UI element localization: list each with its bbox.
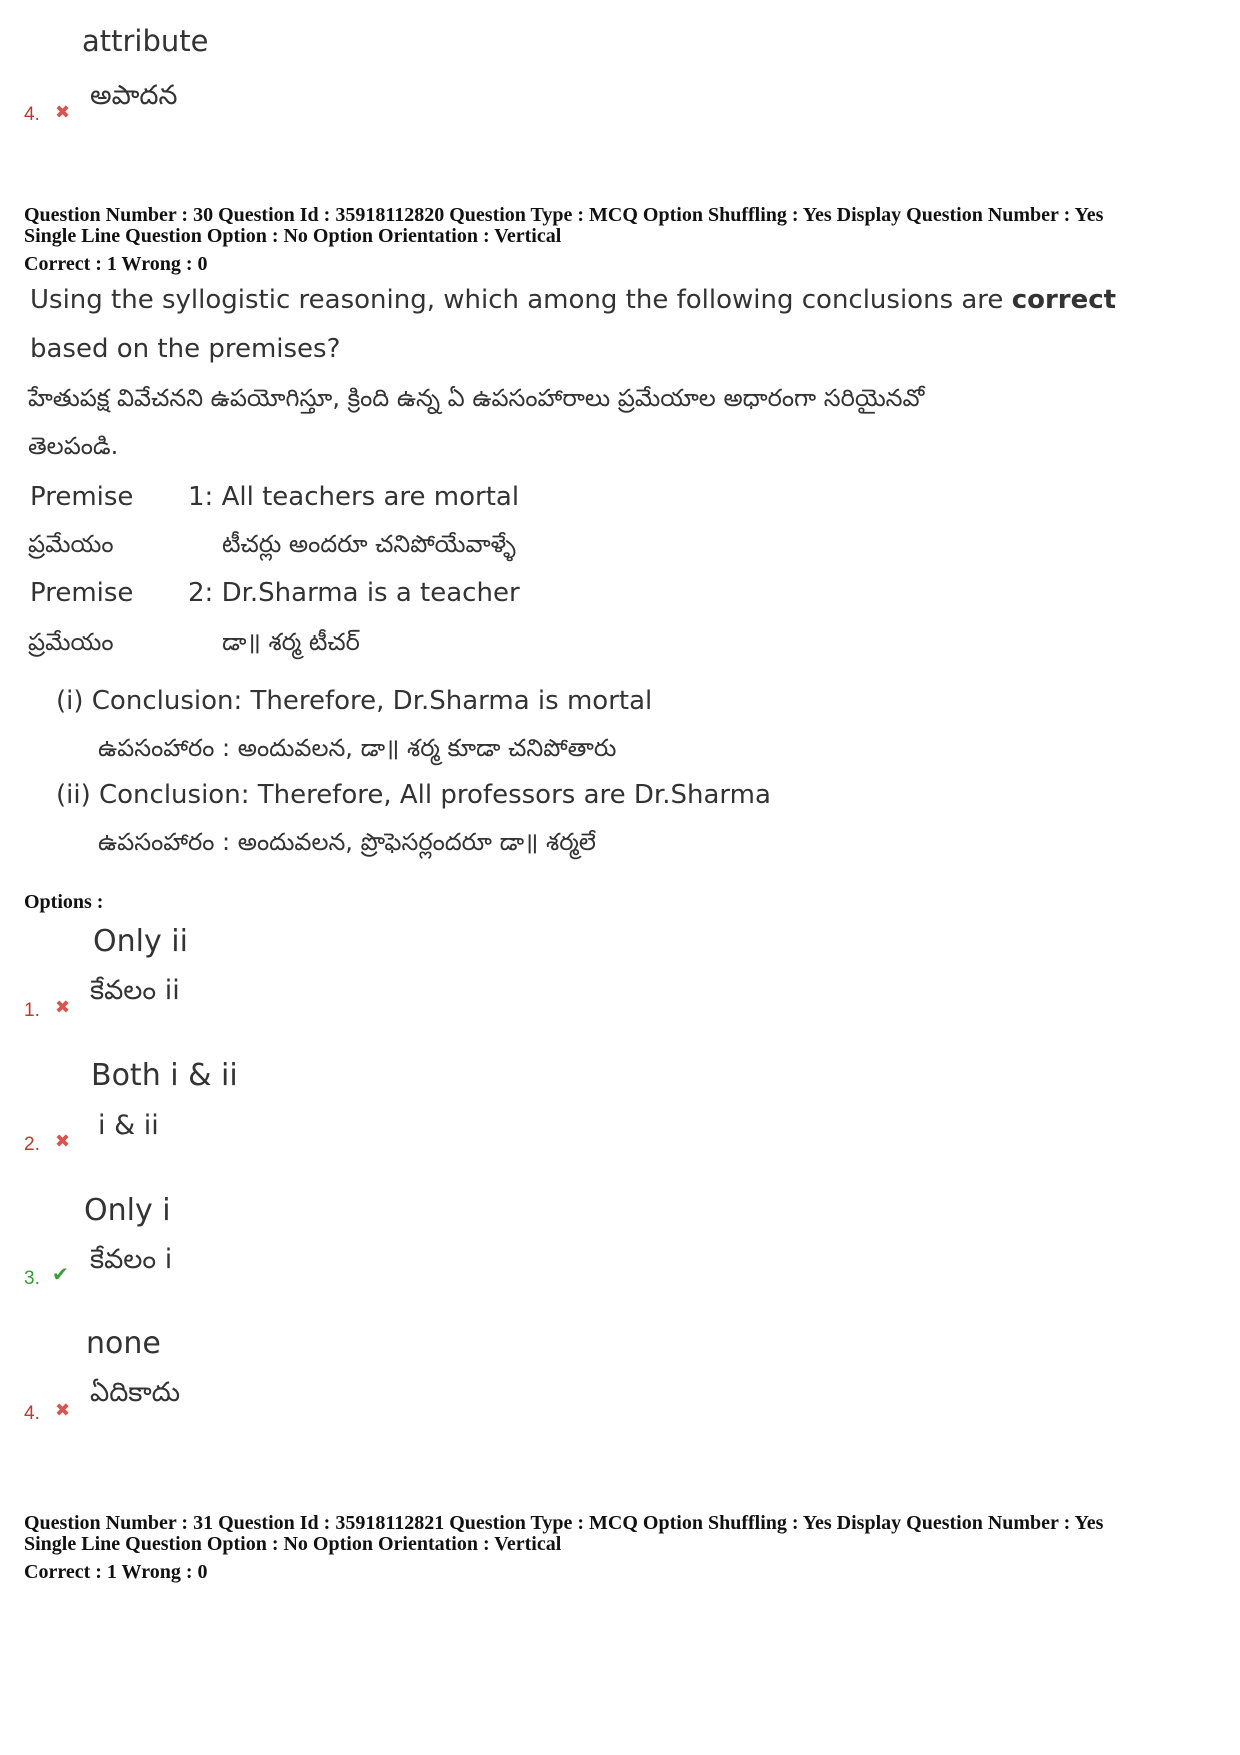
option-3-en: Only i <box>84 1193 171 1228</box>
premise2-label-te: ప్రమేయం <box>28 628 114 656</box>
cross-icon: ✖ <box>55 1400 71 1420</box>
check-icon: ✔ <box>52 1264 69 1286</box>
premise2-label: Premise <box>30 578 134 608</box>
option-1-te: కేవలం ii <box>90 975 180 1006</box>
q30-stem-en-part1: Using the syllogistic reasoning, which among the following conclusions are <box>30 285 1012 315</box>
q30-stem-te-line1: హేతుపక్ష వివేచనని ఉపయోగిస్తూ, క్రింది ఉన్న ఏ ఉపసంహారాలు ప్రమేయాల అధారంగా సరియైనవో <box>28 384 925 412</box>
premise1-text: 1: All teachers are mortal <box>188 482 520 512</box>
q30-meta-line2: Single Line Question Option : No Option Orientation : Vertical <box>24 225 562 247</box>
prev-option-number: 4. <box>24 104 40 125</box>
option-4-te: ఏదికాదు <box>90 1377 181 1408</box>
prev-option-te: అపాదన <box>90 80 178 111</box>
options-label: Options : <box>24 891 104 913</box>
conclusion-1: (i) Conclusion: Therefore, Dr.Sharma is mortal <box>56 686 653 716</box>
option-3-te: కేవలం i <box>90 1244 173 1275</box>
q30-stem-te-line2: తెలపండి. <box>28 432 119 460</box>
cross-icon: ✖ <box>55 1131 71 1151</box>
conclusion-2: (ii) Conclusion: Therefore, All professors are Dr.Sharma <box>56 780 771 810</box>
q31-meta-line1: Question Number : 31 Question Id : 35918112821 Question Type : MCQ Option Shuffling : Yes Display Question Number : Yes <box>24 1512 1104 1534</box>
q30-stem-en-line1 <box>30 285 1116 315</box>
option-2-te: i & ii <box>98 1110 159 1141</box>
conclusion-1-te: ఉపసంహారం : అందువలన, డా॥ శర్మ కూడా చనిపోతారు <box>98 734 617 762</box>
premise1-label-te: ప్రమేయం <box>28 530 114 558</box>
option-1-number: 1. <box>24 1000 40 1021</box>
q31-marks: Correct : 1 Wrong : 0 <box>24 1561 208 1583</box>
cross-icon: ✖ <box>55 997 71 1017</box>
q30-stem-en-bold: correct <box>1011 285 1117 315</box>
q30-marks: Correct : 1 Wrong : 0 <box>24 253 208 275</box>
option-2-en: Both i & ii <box>91 1058 238 1093</box>
conclusion-2-te: ఉపసంహారం : అందువలన, ప్రొఫెసర్లందరూ డా॥ శర్మలే <box>98 828 596 856</box>
premise1-text-te: టీచర్లు అందరూ చనిపోయేవాళ్ళే <box>222 530 516 558</box>
q31-meta-line2: Single Line Question Option : No Option Orientation : Vertical <box>24 1533 562 1555</box>
q30-stem-en-line2: based on the premises? <box>30 334 341 364</box>
option-1-en: Only ii <box>93 924 188 959</box>
q30-meta-line1: Question Number : 30 Question Id : 35918112820 Question Type : MCQ Option Shuffling : Yes Display Question Number : Yes <box>24 204 1104 226</box>
premise2-text: 2: Dr.Sharma is a teacher <box>188 578 520 608</box>
cross-icon: ✖ <box>55 102 71 122</box>
option-4-number: 4. <box>24 1403 40 1424</box>
premise1-label: Premise <box>30 482 134 512</box>
option-4-en: none <box>86 1326 161 1361</box>
prev-option-en: attribute <box>82 24 209 58</box>
premise2-text-te: డా॥ శర్మ టీచర్ <box>222 628 360 656</box>
option-3-number: 3. <box>24 1268 40 1289</box>
option-2-number: 2. <box>24 1134 40 1155</box>
